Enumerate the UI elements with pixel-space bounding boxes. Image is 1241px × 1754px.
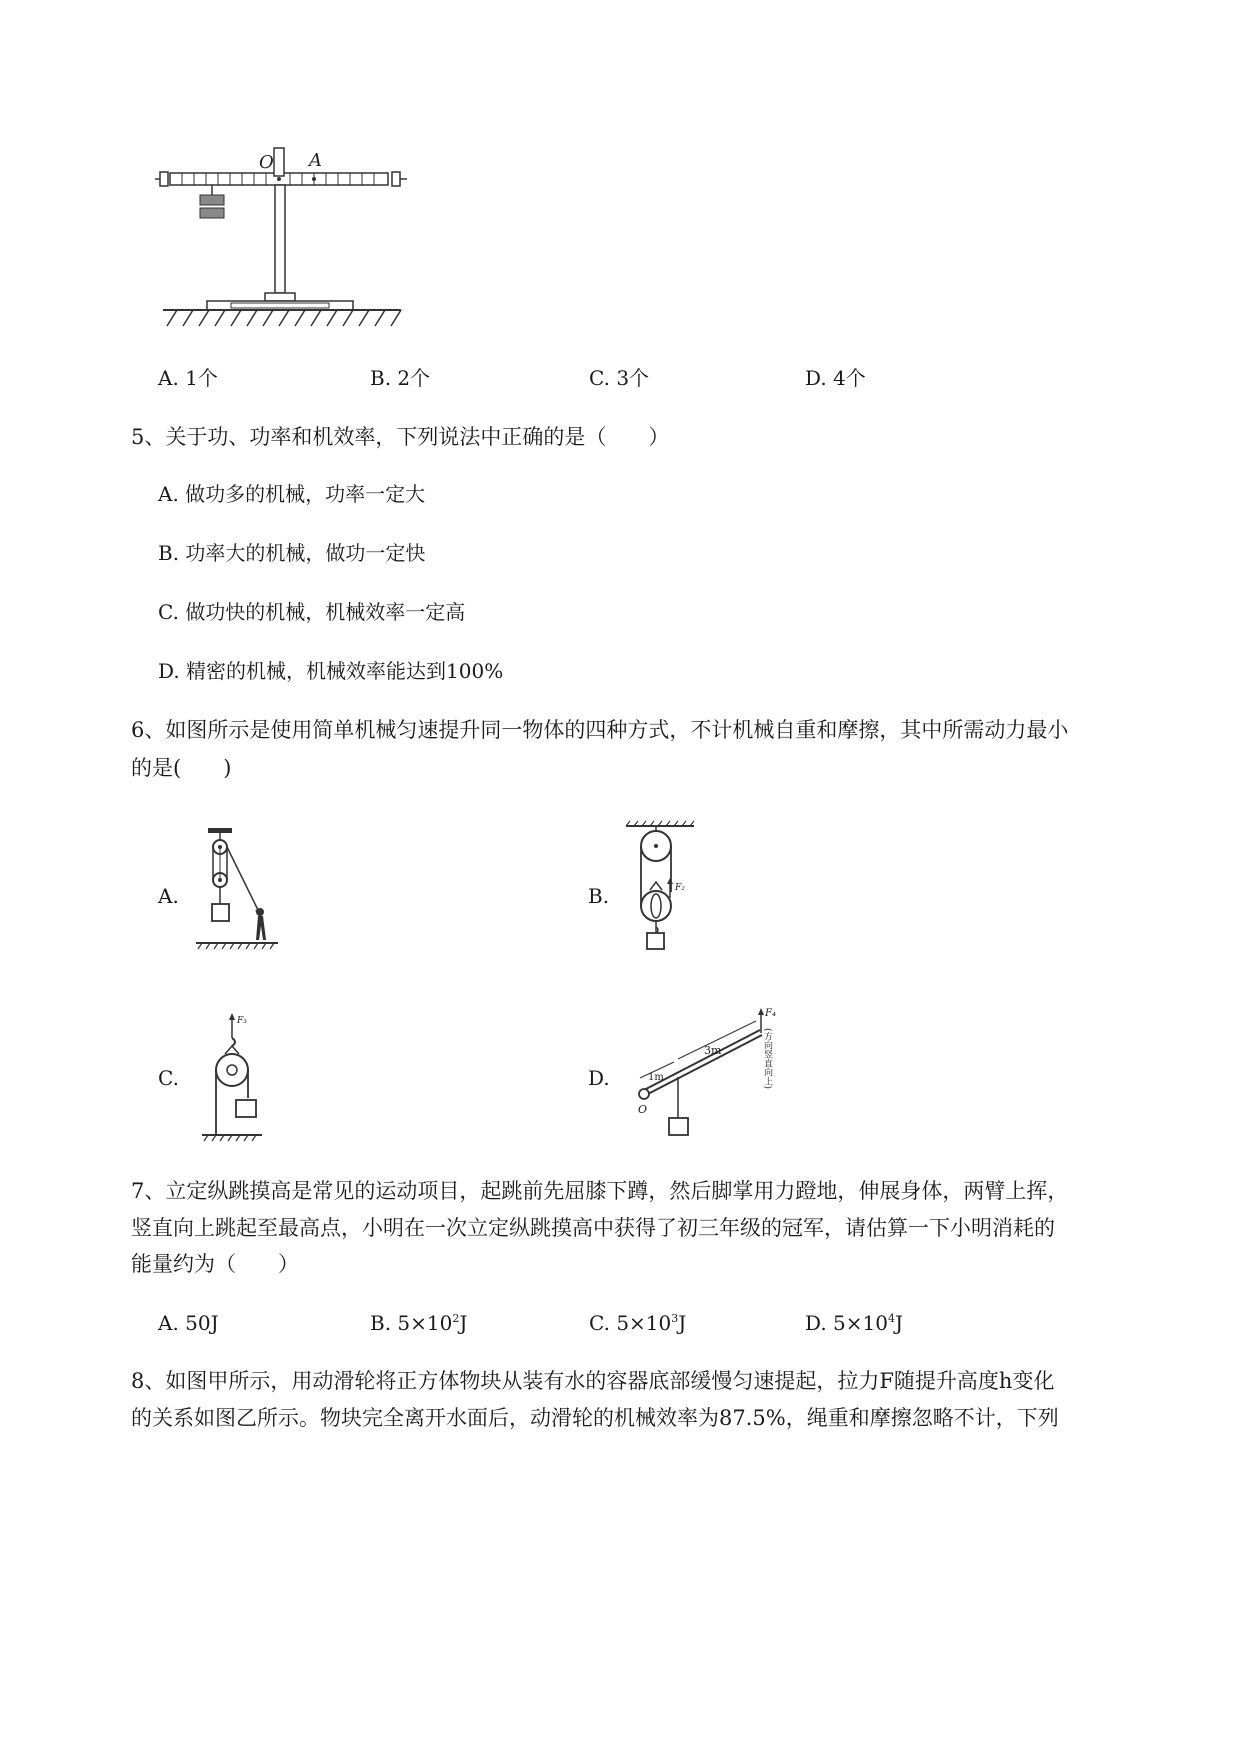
q4-option-c [589, 364, 649, 392]
pulley-figure-c [196, 1008, 276, 1148]
force-label-f4: F₄ [765, 1008, 776, 1019]
lever-figure [155, 140, 425, 340]
q8-stem-line-2: 的关系如图乙所示。物块完全离开水面后，动滑轮的机械效率为87.5%，绳重和摩擦忽略不计，下列 [131, 1406, 1059, 1430]
option-base: 50J [185, 1311, 219, 1335]
option-unit: J [678, 1311, 687, 1335]
q6-stem-line-1: 6、如图所示是使用简单机械匀速提升同一物体的四种方式，不计机械自重和摩擦，其中所需动力最小 [131, 718, 1069, 742]
q6-stem-line-2: 的是( ) [131, 756, 232, 780]
option-base: 5×10 [833, 1311, 888, 1335]
length-label-1m: 1m [648, 1072, 664, 1083]
option-text: 4个 [833, 366, 866, 390]
q5-option-d [158, 657, 503, 685]
q4-option-d [805, 364, 866, 392]
option-label: A. [158, 1311, 179, 1335]
q6-option-a-label: A. [158, 884, 179, 908]
option-exponent: 2 [452, 1312, 460, 1325]
option-label: B. [370, 1311, 392, 1335]
option-label: A. [158, 482, 179, 506]
pivot-label-o: O [259, 152, 274, 173]
option-unit: J [459, 1311, 468, 1335]
q5-stem: 5、关于功、功率和机效率，下列说法中正确的是（ ） [131, 425, 670, 449]
q7-option-c [589, 1309, 686, 1337]
option-label: C. [589, 1311, 610, 1335]
option-text: 3个 [616, 366, 650, 390]
option-unit: J [894, 1311, 904, 1335]
q4-option-a [158, 364, 218, 392]
option-label: D. [805, 1311, 827, 1335]
option-text: 功率大的机械，做功一定快 [185, 541, 426, 565]
option-label: D. [805, 366, 827, 390]
pulley-figure-b [620, 820, 710, 960]
option-base: 5×10 [616, 1311, 672, 1335]
pivot-label-o-d: O [638, 1103, 648, 1116]
option-label: C. [589, 366, 610, 390]
q4-option-b [370, 364, 430, 392]
q7-option-b [370, 1309, 467, 1337]
q6-option-b-label: B. [588, 884, 610, 908]
point-label-a: A [309, 150, 322, 171]
option-label: B. [158, 541, 180, 565]
force-label-f3: F₃ [237, 1016, 247, 1026]
q7-stem-line-3: 能量约为（ ） [131, 1252, 299, 1276]
option-text: 做功多的机械，功率一定大 [185, 482, 426, 506]
force-label-f2: F₂ [675, 883, 685, 893]
option-exponent: 4 [887, 1312, 895, 1325]
option-label: C. [158, 600, 179, 624]
q7-option-d [805, 1309, 903, 1337]
q7-stem-line-2: 竖直向上跳起至最高点，小明在一次立定纵跳摸高中获得了初三年级的冠军，请估算一下小明消耗的 [131, 1216, 1055, 1240]
length-label-3m: 3m [704, 1044, 722, 1057]
q7-option-a [158, 1309, 219, 1337]
force-direction-note: (方向竖直向上) [762, 1028, 772, 1090]
option-exponent: 3 [671, 1312, 679, 1325]
option-text: 做功快的机械，机械效率一定高 [185, 600, 466, 624]
q8-stem-line-1: 8、如图甲所示，用动滑轮将正方体物块从装有水的容器底部缓慢匀速提起，拉力F随提升高度h变化 [131, 1369, 1055, 1393]
lever-figure-d [630, 1000, 800, 1140]
q6-option-d-label: D. [588, 1066, 610, 1090]
option-label: D. [158, 659, 180, 683]
option-base: 5×10 [397, 1311, 453, 1335]
option-label: B. [370, 366, 392, 390]
q5-option-a [158, 480, 425, 508]
q5-option-b [158, 539, 425, 567]
option-label: A. [158, 366, 179, 390]
q7-stem-line-1: 7、立定纵跳摸高是常见的运动项目，起跳前先屈膝下蹲，然后脚掌用力蹬地，伸展身体，两臂上挥， [131, 1179, 1069, 1203]
option-text: 精密的机械，机械效率能达到100% [186, 659, 504, 683]
pulley-figure-a [192, 822, 282, 952]
option-text: 2个 [397, 366, 431, 390]
q6-option-c-label: C. [158, 1066, 179, 1090]
option-text: 1个 [185, 366, 218, 390]
q5-option-c [158, 598, 465, 626]
